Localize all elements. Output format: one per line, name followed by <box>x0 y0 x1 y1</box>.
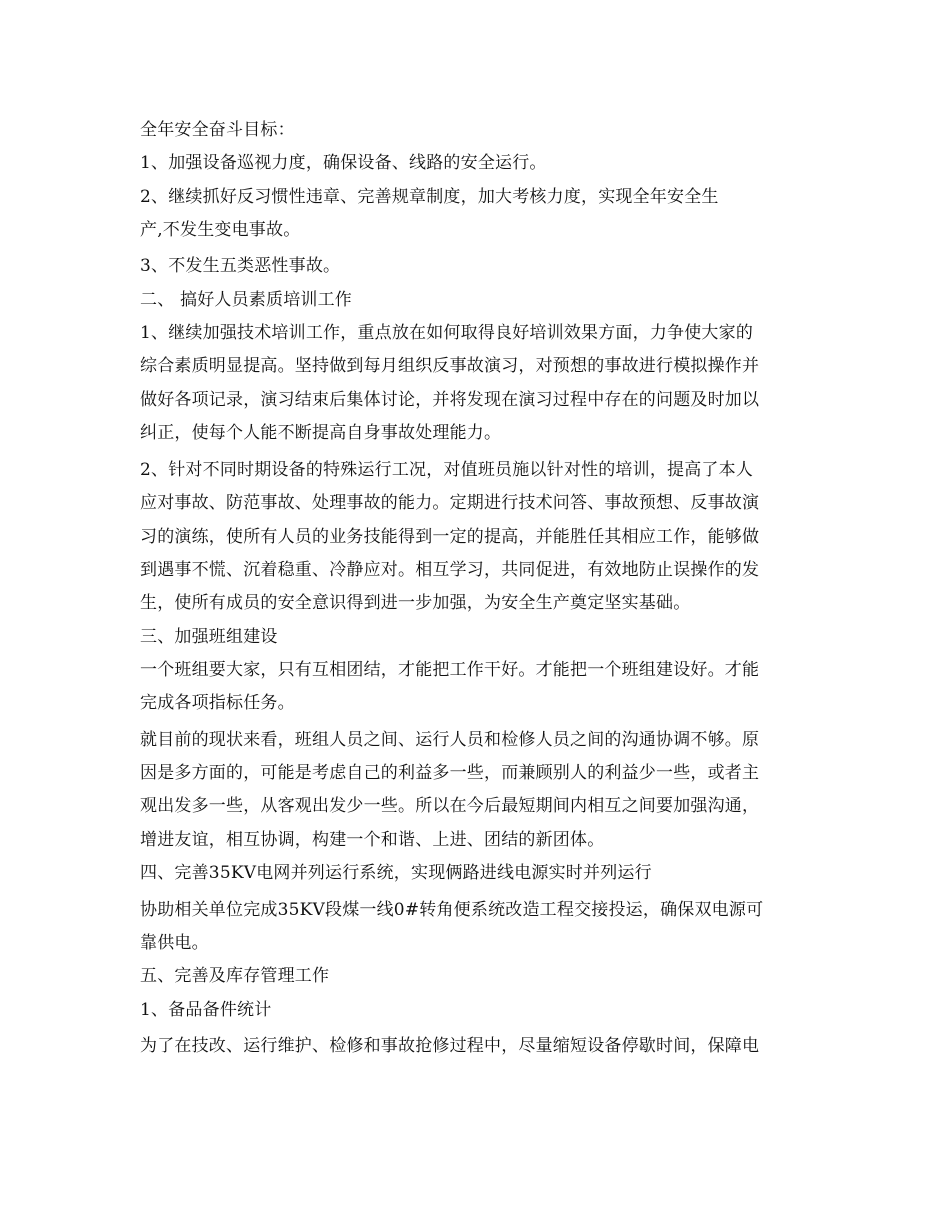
paragraph-line: 2、针对不同时期设备的特殊运行工况，对值班员施以针对性的培训，提高了本人 <box>140 460 754 480</box>
paragraph-line: 完成各项指标任务。 <box>140 693 295 713</box>
paragraph-line: 3、不发生五类恶性事故。 <box>140 256 341 276</box>
subheading-spare-parts: 1、备品备件统计 <box>140 1000 272 1020</box>
paragraph-line: 靠供电。 <box>140 933 209 953</box>
paragraph-line: 做好各项记录，演习结束后集体讨论，并将发现在演习过程中存在的问题及时加以 <box>140 390 760 410</box>
section-heading-35kv-grid: 四、完善35KV电网并列运行系统，实现俩路进线电源实时并列运行 <box>140 863 652 883</box>
section-heading-inventory: 五、完善及库存管理工作 <box>140 966 330 986</box>
section-heading-team-building: 三、加强班组建设 <box>140 627 278 647</box>
paragraph-line: 习的演练，使所有人员的业务技能得到一定的提高，并能胜任其相应工作，能够做 <box>140 527 760 547</box>
paragraph-line: 生，使所有成员的安全意识得到进一步加强，为安全生产奠定坚实基础。 <box>140 593 691 613</box>
paragraph-line: 应对事故、防范事故、处理事故的能力。定期进行技术问答、事故预想、反事故演 <box>140 493 760 513</box>
paragraph-line: 协助相关单位完成35KV段煤一线0#转角便系统改造工程交接投运，确保双电源可 <box>140 900 764 920</box>
paragraph-line: 综合素质明显提高。坚持做到每月组织反事故演习，对预想的事故进行模拟操作并 <box>140 356 760 376</box>
paragraph-line: 产,不发生变电事故。 <box>140 220 301 240</box>
section-heading-training: 二、 搞好人员素质培训工作 <box>140 290 353 310</box>
paragraph-line: 2、继续抓好反习惯性违章、完善规章制度，加大考核力度，实现全年安全生 <box>140 187 719 207</box>
paragraph-line: 观出发多一些，从客观出发少一些。所以在今后最短期间内相互之间要加强沟通， <box>140 796 760 816</box>
paragraph-line: 纠正，使每个人能不断提高自身事故处理能力。 <box>140 423 502 443</box>
paragraph-line: 增进友谊，相互协调，构建一个和谐、上进、团结的新团体。 <box>140 830 605 850</box>
paragraph-line: 1、加强设备巡视力度，确保设备、线路的安全运行。 <box>140 153 547 173</box>
paragraph-line: 一个班组要大家，只有互相团结，才能把工作干好。才能把一个班组建设好。才能 <box>140 660 760 680</box>
paragraph-line: 为了在技改、运行维护、检修和事故抢修过程中，尽量缩短设备停歇时间，保障电 <box>140 1036 760 1056</box>
paragraph-line: 到遇事不慌、沉着稳重、冷静应对。相互学习，共同促进，有效地防止误操作的发 <box>140 560 760 580</box>
heading-safety-goals: 全年安全奋斗目标： <box>140 120 295 140</box>
paragraph-line: 因是多方面的，可能是考虑自己的利益多一些，而兼顾别人的利益少一些，或者主 <box>140 763 760 783</box>
paragraph-line: 1、继续加强技术培训工作，重点放在如何取得良好培训效果方面，力争使大家的 <box>140 323 754 343</box>
paragraph-line: 就目前的现状来看，班组人员之间、运行人员和检修人员之间的沟通协调不够。原 <box>140 730 760 750</box>
